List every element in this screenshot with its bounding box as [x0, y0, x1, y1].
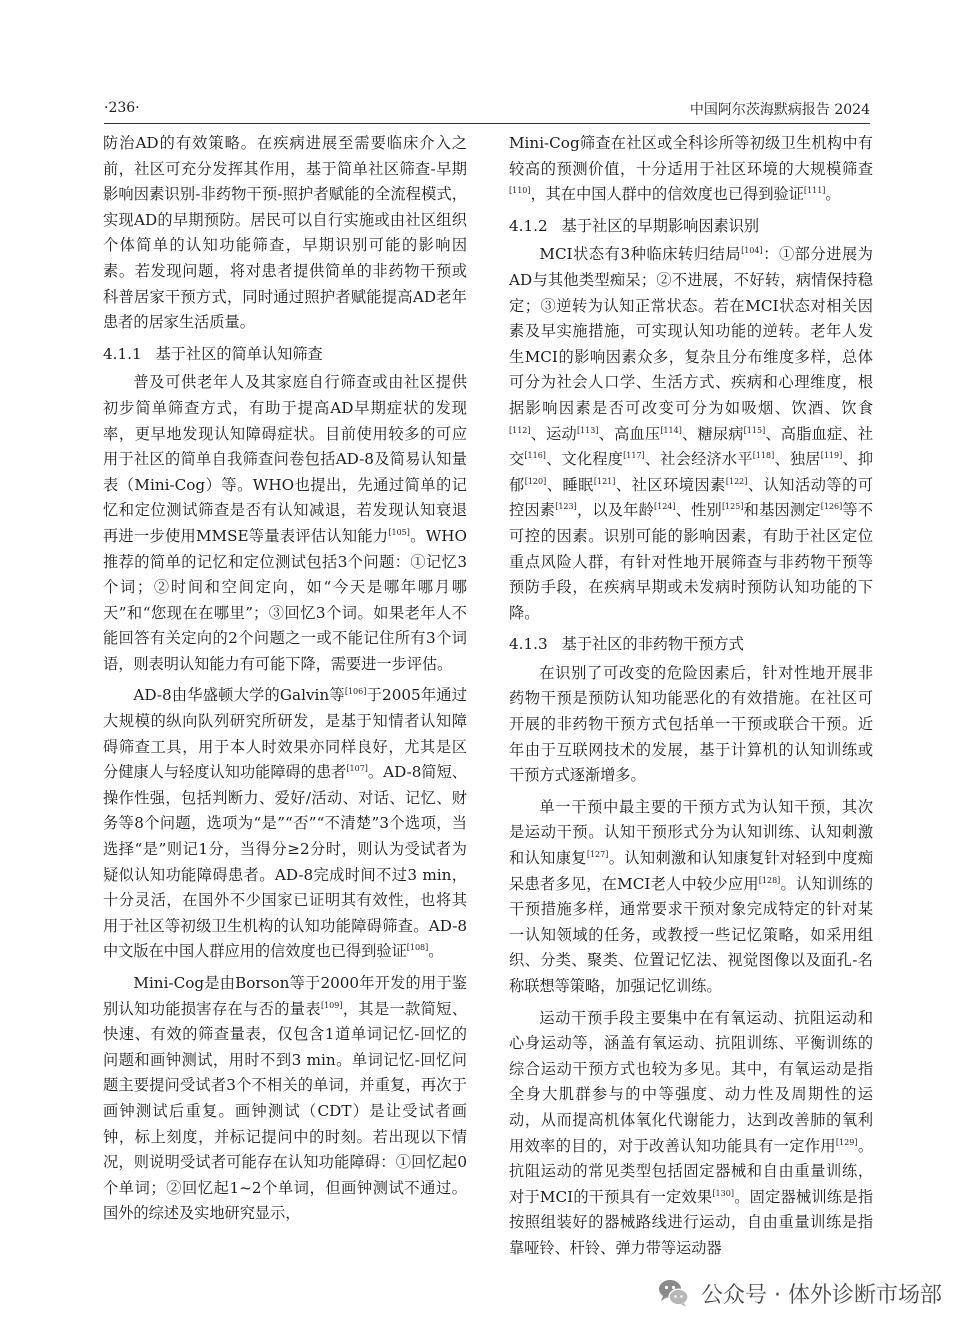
text-run: 。: [428, 942, 444, 961]
right-column: [509, 131, 873, 1268]
citation: [107]: [346, 764, 368, 774]
text-run: 、睡眠: [546, 475, 594, 494]
citation: [129]: [835, 1137, 858, 1147]
text-run: 。: [825, 185, 841, 204]
citation: [121]: [593, 476, 616, 486]
text-run: ，其在中国人群中的信效度也已得到验证: [530, 185, 804, 204]
citation: [125]: [721, 502, 744, 512]
text-run: 4.1.2: [509, 216, 548, 235]
citation: [128]: [758, 875, 781, 885]
text-run: 。认知训练的干预措施多样，通常要求干预对象完成特定的针对某一认知领域的任务，或教授一些记忆策略，如采用组织、分类、聚类、位置记忆法、视觉图像以及面孔-名称联想等策略，加强记忆训练。: [509, 874, 874, 995]
paragraph: [103, 370, 467, 677]
text-run: 。AD-8简短、操作性强，包括判断力、爱好/活动、对话、记忆、财务等8个问题，选项为“是”“否”“不清楚”3个选项，当选择“是”则记1分，当得分≥2分时，则认为受试者为疑似认知功能障碍患者。AD-8完成时间不过3 min，十分灵活，在国外不少国家已证明其有效性，也将其用于社区等初级卫生机构的认知功能障碍筛查。AD-8中文版在中国人群应用的信效度也已得到验证: [103, 763, 467, 961]
paragraph: [509, 795, 873, 1000]
text-run: 、社会经济水平: [644, 450, 753, 469]
citation: [115]: [743, 425, 766, 435]
text-run: 单一干预中最主要的干预方式为认知干预，其次是运动干预。认知干预形式分为认知训练、认知刺激和认知康复: [509, 797, 873, 868]
paragraph: [103, 683, 467, 965]
text-run: 、认知活动等的可控因素: [509, 475, 874, 520]
section-heading-4-1-2: [509, 214, 873, 240]
text-run: 、社区环境因素: [615, 475, 726, 494]
text-run: 、糖尿病: [681, 424, 744, 443]
citation: [112]: [509, 425, 531, 435]
section-heading-4-1-3: [509, 632, 873, 658]
text-run: 基于社区的早期影响因素识别: [561, 216, 760, 235]
citation: [109]: [320, 1000, 343, 1010]
text-run: ，其是一款简短、快速、有效的筛查量表，仅包含1道单词记忆-回忆的问题和画钟测试，用时不到3 min。单词记忆-回忆问题主要提问受试者3个不相关的单词，并重复，再次于画钟测试后重复。画钟测试（CDT）是让受试者画钟，标上刻度，并标记提问中的时刻。若出现以下情况，则说明受试者可能存在认知功能障碍：①回忆起0个单词；②回忆起1~2个单词，但画钟测试不通过。国外的综述及实地研究显示，: [103, 999, 468, 1223]
text-run: MCI状态有3种临床转归结局: [539, 245, 742, 264]
text-run: 4.1.3: [509, 635, 548, 654]
citation: [110]: [509, 186, 531, 196]
citation: [126]: [820, 502, 843, 512]
text-run: 和基因测定: [743, 501, 821, 520]
section-heading-4-1-1: [103, 342, 467, 368]
text-run: 。固定器械训练是指按照组装好的器械路线进行运动，自由重量训练是指靠哑铃、杆铃、弹力带等运动器: [509, 1187, 874, 1257]
text-run: ，以及年龄: [576, 501, 654, 520]
paragraph: [103, 971, 467, 1227]
paragraph: [509, 242, 873, 626]
text-run: 、文化程度: [545, 450, 624, 469]
text-run: 基于社区的简单认知筛查: [155, 344, 323, 363]
citation: [123]: [555, 502, 577, 512]
text-run: Mini-Cog是由Borson等于2000年开发的用于鉴别认知功能损害存在与否的量表: [103, 974, 467, 1018]
citation: [111]: [803, 186, 826, 196]
paragraph: [509, 131, 873, 208]
text-run: 基于社区的非药物干预方式: [561, 635, 744, 654]
citation: [119]: [820, 451, 843, 461]
text-run: 4.1.1: [103, 344, 142, 363]
left-column: [103, 131, 467, 1233]
citation: [118]: [752, 451, 775, 461]
text-run: 、运动: [530, 424, 577, 443]
citation: [130]: [712, 1188, 734, 1198]
citation: [127]: [586, 849, 609, 859]
citation: [120]: [524, 476, 547, 486]
citation: [105]: [388, 527, 410, 537]
text-run: 。认知刺激和认知康复针对轻到中度痴呆患者多见，在MCI老人中较少应用: [509, 849, 874, 893]
text-run: 、高脂血症、社交: [509, 424, 874, 469]
citation: [108]: [406, 943, 429, 953]
citation: [104]: [741, 246, 763, 256]
text-run: 、抑郁: [509, 450, 874, 494]
text-run: 。抗阻运动的常见类型包括固定器械和自由重量训练，对于MCI的干预具有一定效果: [509, 1136, 874, 1206]
watermark-text: 公众号 · 体外诊断市场部: [701, 1282, 942, 1308]
text-run: 运动干预手段主要集中在有氧运动、抗阻运动和心身运动等，涵盖有氧运动、抗阻训练、平衡训练的综合运动干预方式也较为多见。其中，有氧运动是指全身大肌群参与的中等强度、动力性及周期性的运动，从而提高机体氧化代谢能力，达到改善肺的氧利用效率的目的，对于改善认知功能具有一定作用: [509, 1008, 873, 1155]
header-rule: [104, 123, 870, 124]
text-run: ：①部分进展为AD与其他类型痴呆；②不进展，不好转，病情保持稳定；③逆转为认知正常状态。若在MCI状态对相关因素及早实施措施，可实现认知功能的逆转。老年人发生MCI的影响因素众多，复杂且分布维度多样，总体可分为社会人口学、生活方式、疾病和心理维度，根据影响因素是否可改变可分为如吸烟、饮酒、饮食: [509, 245, 873, 417]
citation: [117]: [623, 451, 645, 461]
text-run: 、独居: [774, 450, 821, 469]
citation: [113]: [576, 425, 599, 435]
text-run: 普及可供老年人及其家庭自行筛查或由社区提供初步简单筛查方式，有助于提高AD早期症状的发现率，更早地发现认知障碍症状。目前使用较多的可应用于社区的简单自我筛查问卷包括AD-8及简易认知量表（Mini-Cog）等。WHO也提出，先通过简单的记忆和定位测试筛查是否有认知减退，若发现认知衰退再进一步使用MMSE等量表评估认知能力: [103, 373, 467, 545]
citation: [122]: [725, 476, 748, 486]
text-run: 等不可控的因素。识别可能的影响因素，有助于社区定位重点风险人群，有针对性地开展筛查与非药物干预等预防手段，在疾病早期或未发病时预防认知功能的下降。: [509, 501, 874, 622]
wechat-icon: [657, 1276, 691, 1310]
text-run: 。WHO推荐的简单的记忆和定位测试包括3个问题：①记忆3个词；②时间和空间定向，如“今天是哪年哪月哪天”和“您现在在哪里”；③回忆3个词。如果老年人不能回答有关定向的2个问题之一或不能记住所有3个词语，则表明认知能力有可能下降，需要进一步评估。: [103, 526, 468, 673]
text-run: 、高血压: [598, 424, 661, 443]
citation: [114]: [660, 425, 682, 435]
citation: [116]: [524, 451, 546, 461]
text-run: AD-8由华盛顿大学的Galvin等: [133, 686, 345, 705]
text-run: 于2005年通过大规模的纵向队列研究所研发，是基于知情者认知障碍筛查工具，用于本人时效果亦同样良好，尤其是区分健康人与轻度认知功能障碍的患者: [103, 686, 467, 782]
paragraph: [509, 1006, 873, 1262]
citation: [106]: [344, 687, 367, 697]
paragraph: [509, 661, 873, 789]
citation: [124]: [653, 502, 676, 512]
text-run: Mini-Cog筛查在社区或全科诊所等初级卫生机构中有较高的预测价值，十分适用于社区环境的大规模筛查: [509, 134, 873, 178]
text-run: 、性别: [675, 501, 722, 520]
text-run: 在识别了可改变的危险因素后，针对性地开展非药物干预是预防认知功能恶化的有效措施。在社区可开展的非药物干预方式包括单一干预或联合干预。近年由于互联网技术的发展，基于计算机的认知训练或干预方式逐渐增多。: [509, 663, 873, 785]
running-header: 中国阿尔茨海默病报告 2024: [689, 102, 870, 118]
paragraph: [103, 131, 467, 336]
text-run: 防治AD的有效策略。在疾病进展至需要临床介入之前，社区可充分发挥其作用，基于简单社区筛查-早期影响因素识别-非药物干预-照护者赋能的全流程模式，实现AD的早期预防。居民可以自行实施或由社区组织个体简单的认知功能筛查，早期识别可能的影响因素。若发现问题，将对患者提供简单的非药物干预或科普居家干预方式，同时通过照护者赋能提高AD老年患者的居家生活质量。: [103, 134, 467, 332]
watermark: [657, 1276, 942, 1310]
page-number: ·236·: [104, 100, 140, 116]
